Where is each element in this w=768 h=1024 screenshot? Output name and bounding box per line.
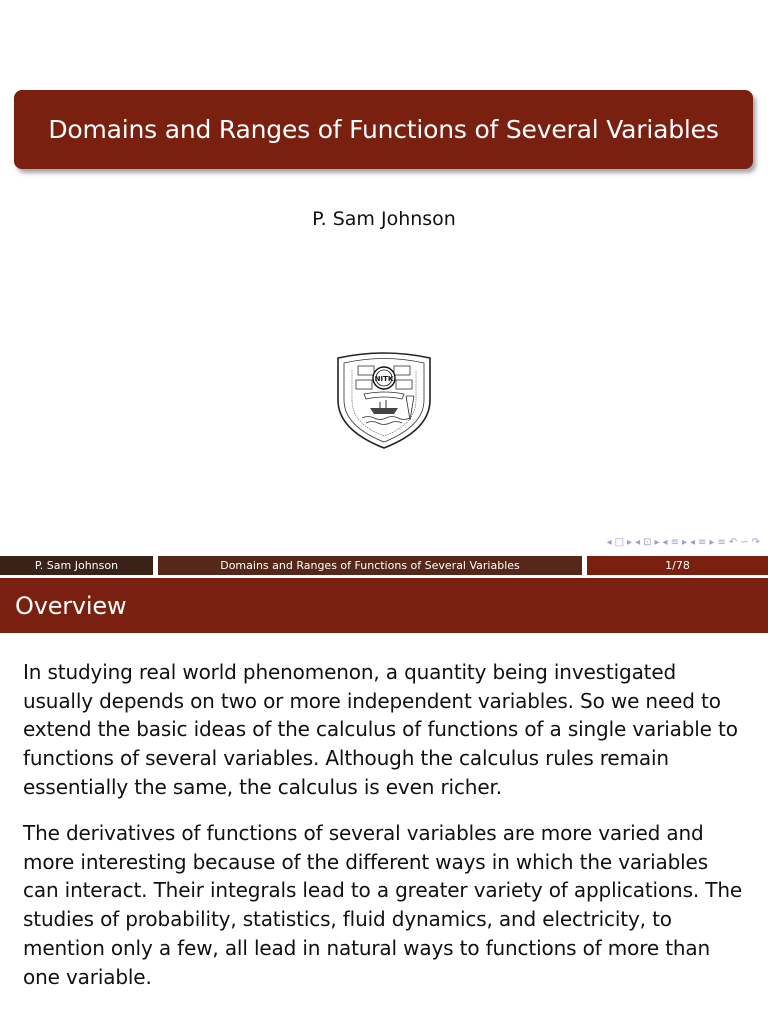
nav-forward-icon[interactable]: ↷ (751, 537, 760, 548)
presentation-title: Domains and Ranges of Functions of Several Variables (48, 115, 719, 144)
nav-next-subsection-icon[interactable]: ▸ (654, 537, 660, 548)
svg-text:NITK: NITK (374, 375, 394, 383)
slide-footer (0, 556, 768, 575)
overview-paragraph-2: The derivatives of functions of several variables are more varied and more interesting because of the different ways in which the variables can interact. Their integrals lead to a greater variety of applications. The studies of probability, statistics, fluid dynamics, and electricity, to mention only a few, all lead in natural ways to functions of more than one variable. (23, 821, 743, 989)
nav-search-icon[interactable]: ∽ (740, 537, 749, 548)
nav-prev-part-icon[interactable]: ◂ (689, 537, 696, 548)
nav-prev-frame-icon[interactable]: ◂ (606, 537, 612, 548)
footer-author: P. Sam Johnson (0, 556, 153, 575)
footer-title: Domains and Ranges of Functions of Several Variables (158, 556, 582, 575)
nav-section-icon[interactable]: ≡ (670, 537, 679, 548)
footer-page-number: 1/78 (587, 556, 768, 575)
nav-next-section-icon[interactable]: ▸ (681, 537, 687, 548)
nav-prev-section-icon[interactable]: ◂ (662, 537, 668, 548)
nav-part-icon[interactable]: ≡ (698, 537, 707, 548)
frame-title-bar (0, 578, 768, 633)
author-name: P. Sam Johnson (312, 208, 456, 230)
nav-prev-subsection-icon[interactable]: ◂ (635, 537, 641, 548)
nav-next-frame-icon[interactable]: ▸ (627, 537, 633, 548)
title-banner (14, 90, 753, 169)
beamer-navigation-bar[interactable] (607, 537, 760, 548)
nav-subsection-icon[interactable]: ⊡ (643, 537, 652, 548)
institute-seal-icon (330, 350, 438, 450)
frame-title: Overview (15, 591, 127, 620)
nav-back-icon[interactable]: ↶ (728, 537, 738, 548)
nav-next-part-icon[interactable]: ▸ (709, 537, 715, 548)
nav-outline-icon[interactable]: ≡ (717, 537, 726, 548)
overview-paragraph-1: In studying real world phenomenon, a quantity being investigated usually depends on two or more independent variables. So we need to extend the basic ideas of the calculus of functions of a single variable to functions of several variables. Although the calculus rules remain essentially the same, the calculus is even richer. (23, 660, 738, 799)
nav-frame-icon[interactable]: □ (614, 537, 625, 548)
